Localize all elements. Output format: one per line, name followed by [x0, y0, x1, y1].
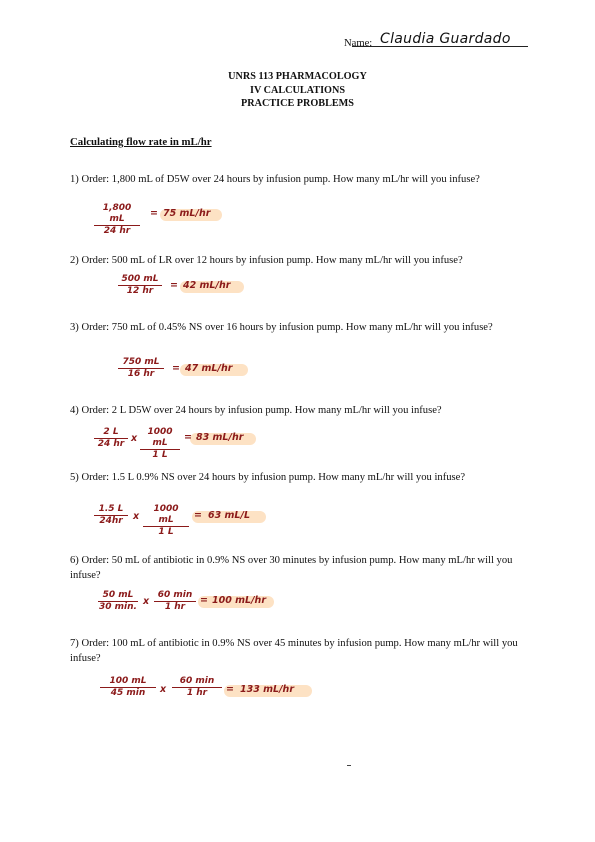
- name-label: Name:: [344, 38, 373, 49]
- problem-3-text: 3) Order: 750 mL of 0.45% NS over 16 hours by infusion pump. How many mL/hr will you infuse?: [70, 322, 493, 333]
- equals-sign: =: [226, 684, 234, 695]
- fraction-numerator: 60 min: [154, 590, 196, 602]
- multiply-sign: x: [143, 596, 150, 607]
- work-fraction: [118, 274, 162, 297]
- fraction-denominator: 30 min.: [99, 602, 137, 612]
- fraction-numerator: 60 min: [172, 676, 222, 688]
- multiply-sign: x: [131, 433, 138, 444]
- answer-text: 47 mL/hr: [185, 363, 233, 374]
- header-line-topic: IV CALCULATIONS: [249, 84, 345, 96]
- section-title: Calculating flow rate in mL/hr: [70, 136, 212, 148]
- handwritten-signature: Claudia Guardado: [380, 31, 511, 47]
- equals-sign: =: [184, 432, 192, 443]
- work-fraction: [94, 203, 140, 237]
- answer-text: 63 mL/L: [208, 510, 251, 521]
- work-fraction: [94, 427, 128, 450]
- equals-sign: =: [194, 510, 202, 521]
- problem-2-text: 2) Order: 500 mL of LR over 12 hours by infusion pump. How many mL/hr will you infuse?: [70, 255, 463, 266]
- fraction-denominator: 24 hr: [97, 439, 125, 449]
- equals-sign: =: [150, 208, 158, 219]
- header-line-course: UNRS 113 PHARMACOLOGY: [228, 71, 367, 82]
- equals-sign: =: [200, 595, 208, 606]
- fraction-numerator: 750 mL: [118, 357, 164, 369]
- fraction-numerator: 50 mL: [98, 590, 138, 602]
- problem-1-text: 1) Order: 1,800 mL of D5W over 24 hours by infusion pump. How many mL/hr will you infuse?: [70, 174, 480, 185]
- work-fraction: [118, 357, 164, 380]
- fraction-denominator: 16 hr: [127, 369, 155, 379]
- multiply-sign: x: [160, 684, 167, 695]
- answer-text: 133 mL/hr: [240, 684, 295, 695]
- equals-sign: =: [172, 363, 180, 374]
- answer-text: 83 mL/hr: [196, 432, 244, 443]
- fraction-numerator: 100 mL: [100, 676, 156, 688]
- fraction-numerator: 2 L: [94, 427, 128, 439]
- work-fraction: [100, 676, 156, 699]
- work-fraction: [172, 676, 222, 699]
- answer-text: 100 mL/hr: [212, 595, 267, 606]
- fraction-denominator: 1 L: [152, 450, 168, 460]
- fraction-denominator: 1 hr: [186, 688, 208, 698]
- work-fraction: [143, 504, 189, 538]
- fraction-numerator: 1000 mL: [143, 504, 189, 527]
- fraction-denominator: 1 L: [158, 527, 174, 537]
- header-line-subtitle: PRACTICE PROBLEMS: [241, 98, 354, 109]
- problem-4-text: 4) Order: 2 L D5W over 24 hours by infusion pump. How many mL/hr will you infuse?: [70, 405, 442, 416]
- document-header: [0, 70, 595, 111]
- fraction-numerator: 1,800 mL: [94, 203, 140, 226]
- problem-7-text: 7) Order: 100 mL of antibiotic in 0.9% NS over 45 minutes by infusion pump. How many mL/hr will you infuse?: [70, 638, 518, 664]
- fraction-denominator: 1 hr: [164, 602, 186, 612]
- work-fraction: [140, 427, 180, 461]
- answer-text: 75 mL/hr: [163, 208, 211, 219]
- fraction-denominator: 24 hr: [103, 226, 131, 236]
- fraction-denominator: 45 min: [110, 688, 146, 698]
- problem-6-text: 6) Order: 50 mL of antibiotic in 0.9% NS over 30 minutes by infusion pump. How many mL/hr will you infuse?: [70, 555, 513, 581]
- fraction-numerator: 500 mL: [118, 274, 162, 286]
- stray-mark: [347, 765, 351, 766]
- problem-5-text: 5) Order: 1.5 L 0.9% NS over 24 hours by infusion pump. How many mL/hr will you infuse?: [70, 472, 466, 483]
- work-fraction: [94, 504, 128, 527]
- fraction-denominator: 12 hr: [126, 286, 154, 296]
- fraction-numerator: 1000 mL: [140, 427, 180, 450]
- equals-sign: =: [170, 280, 178, 291]
- fraction-numerator: 1.5 L: [94, 504, 128, 516]
- work-fraction: [154, 590, 196, 613]
- multiply-sign: x: [133, 511, 140, 522]
- fraction-denominator: 24hr: [99, 516, 123, 526]
- work-fraction: [98, 590, 138, 613]
- answer-text: 42 mL/hr: [183, 280, 231, 291]
